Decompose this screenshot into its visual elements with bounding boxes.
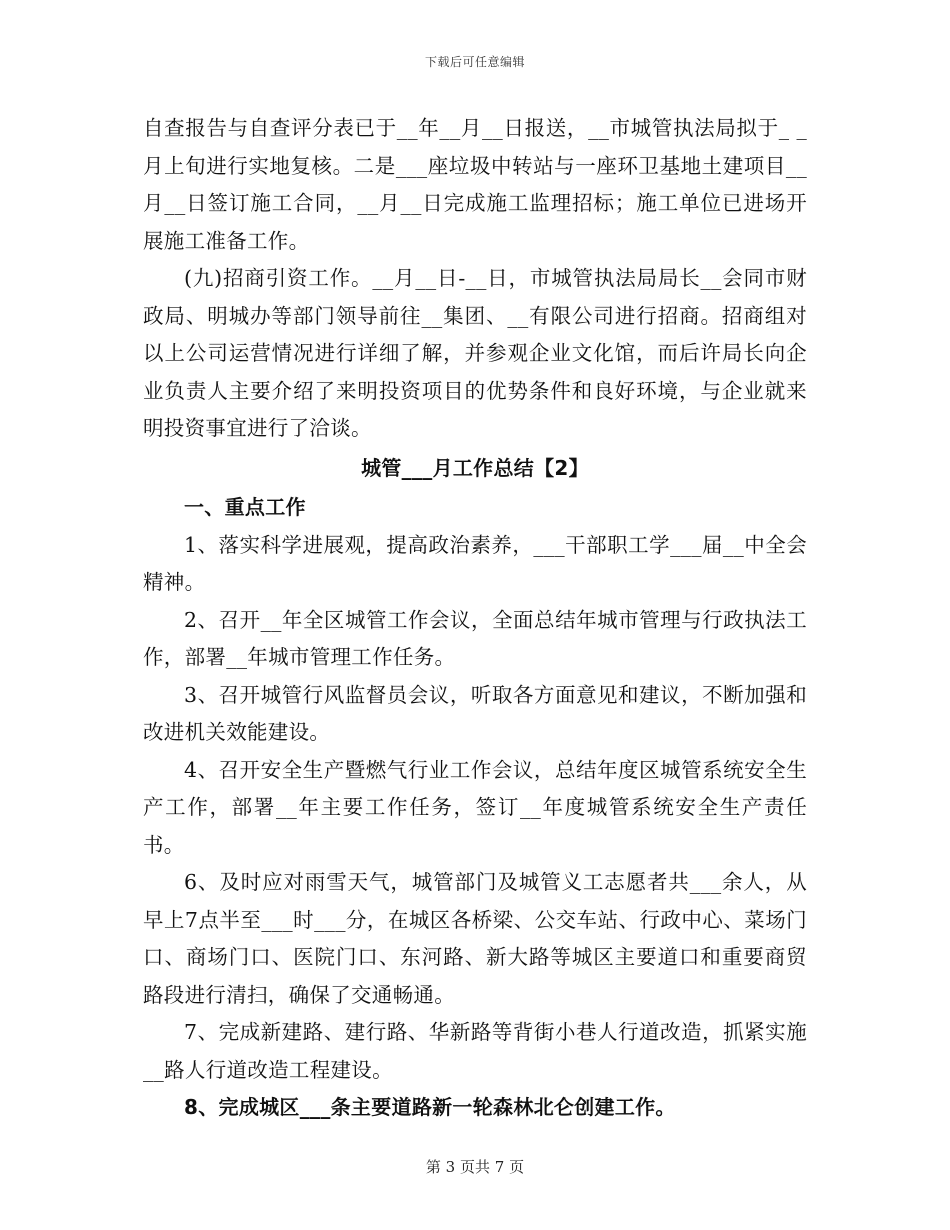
document-body (143, 110, 807, 1127)
list-item-bold: 8、完成城区___条主要道路新一轮森林北仑创建工作。 (184, 1095, 676, 1119)
list-item: 6、及时应对雨雪天气，城管部门及城管义工志愿者共___余人，从早上7点半至___时___分，在城区各桥梁、公交车站、行政中心、菜场门口、商场门口、医院门口、东河路、新大路等城区主要道口和重要商贸路段进行清扫，确保了交通畅通。 (143, 870, 807, 1007)
list-item: 3、召开城管行风监督员会议，听取各方面意见和建议，不断加强和改进机关效能建设。 (143, 682, 807, 744)
section-heading: 一、重点工作 (184, 495, 306, 519)
list-item: 1、落实科学进展观，提高政治素养，___干部职工学___届__中全会精神。 (143, 532, 807, 594)
list-item: 2、召开__年全区城管工作会议，全面总结年城市管理与行政执法工作，部署__年城市管理工作任务。 (143, 607, 807, 669)
list-item: 7、完成新建路、建行路、华新路等背街小巷人行道改造，抓紧实施__路人行道改造工程建设。 (143, 1020, 807, 1082)
paragraph-continued: 自查报告与自查评分表已于__年__月__日报送，__市城管执法局拟于_ _月上旬进行实地复核。二是___座垃圾中转站与一座环卫基地土建项目__月__日签订施工合同，__月__日完成施工监理招标；施工单位已进场开展施工准备工作。 (143, 116, 807, 253)
section-title: 城管___月工作总结【2】 (361, 455, 589, 480)
page-number: 第 3 页共 7 页 (425, 1158, 525, 1176)
paragraph-investment: (九)招商引资工作。__月__日-__日，市城管执法局局长__会同市财政局、明城办等部门领导前往__集团、__有限公司进行招商。招商组对以上公司运营情况进行详细了解，并参观企业文化馆，而后许局长向企业负责人主要介绍了来明投资项目的优势条件和良好环境，与企业就来明投资事宜进行了洽谈。 (143, 266, 807, 440)
list-item: 4、召开安全生产暨燃气行业工作会议，总结年度区城管系统安全生产工作，部署__年主要工作任务，签订__年度城管系统安全生产责任书。 (143, 757, 807, 857)
header-note: 下载后可任意编辑 (424, 55, 525, 69)
